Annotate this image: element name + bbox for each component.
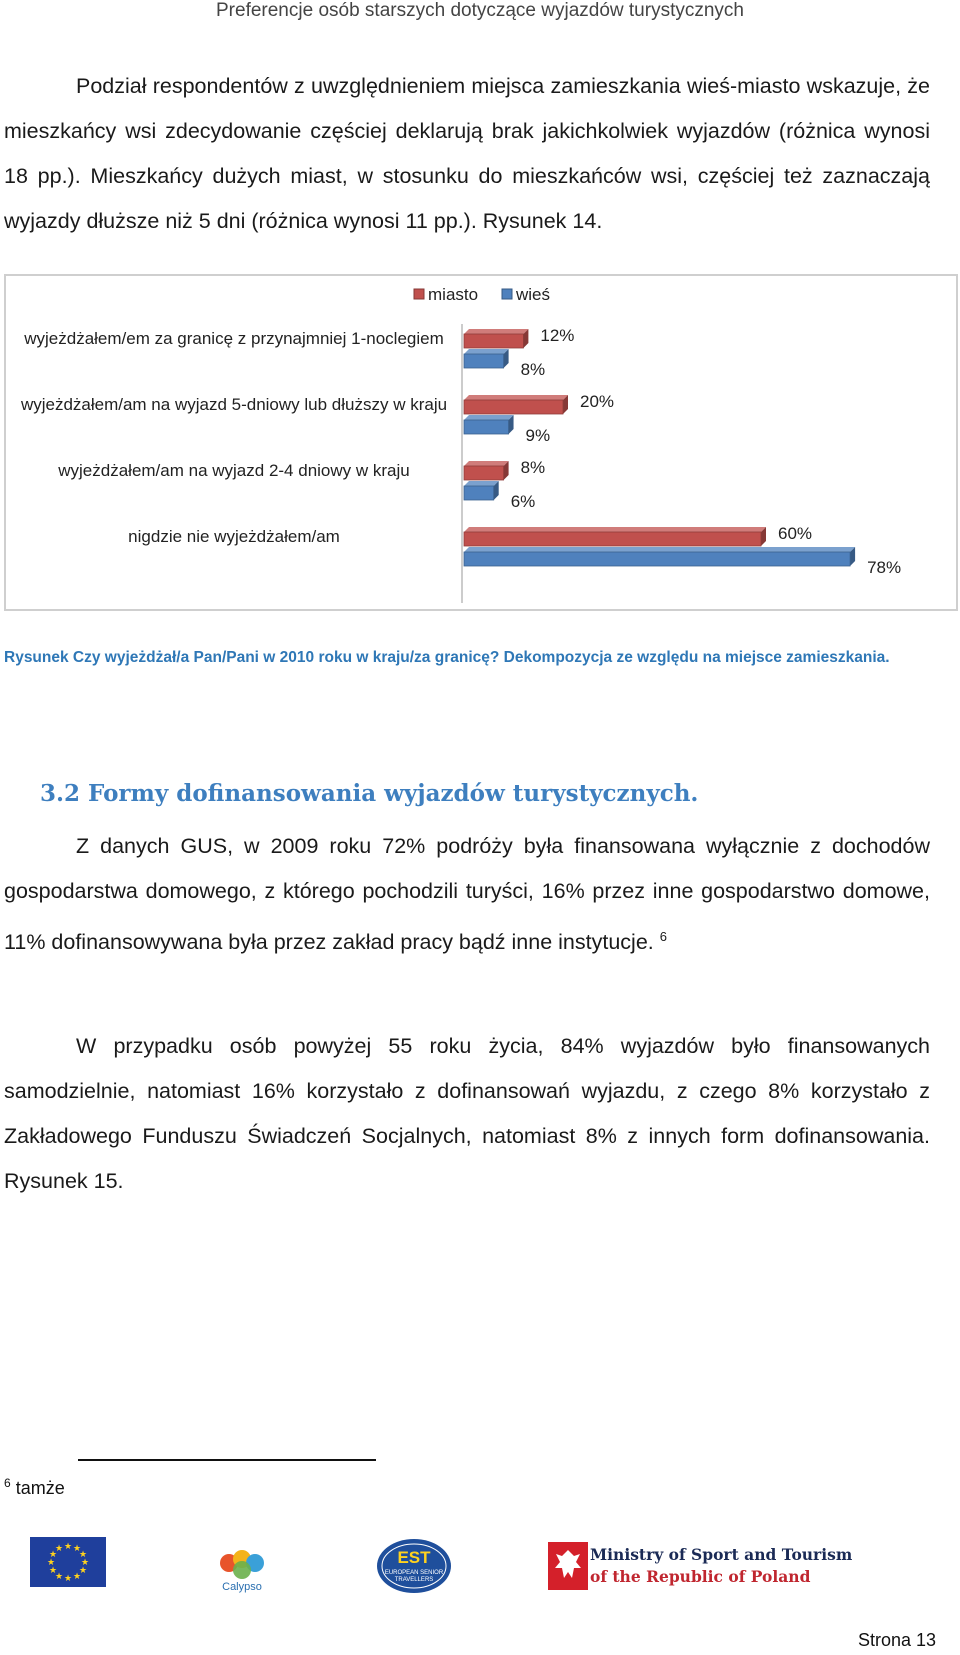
legend-label-0: miasto [428, 285, 479, 304]
bar-2-0 [464, 466, 504, 480]
bar-top-1-1 [464, 415, 514, 420]
est-logo-text: EST [397, 1548, 431, 1567]
data-label-3-0: 60% [778, 524, 813, 543]
bar-3-1 [464, 552, 850, 566]
ministry-logo [548, 1541, 853, 1591]
page-number: Strona 13 [857, 1630, 936, 1650]
bar-2-1 [464, 486, 494, 500]
svg-text:★: ★ [54, 1544, 64, 1554]
data-label-0-1: 8% [520, 360, 546, 379]
paragraph-gus [4, 824, 930, 965]
svg-text:★: ★ [78, 1550, 88, 1560]
eu-flag-icon [30, 1537, 106, 1587]
bar-0-0 [464, 334, 523, 348]
ministry-line1: Ministry of Sport and Tourism [590, 1545, 853, 1564]
data-label-2-0: 8% [520, 458, 546, 477]
svg-text:★: ★ [72, 1544, 82, 1554]
svg-text:★: ★ [54, 1572, 64, 1582]
calypso-logo [205, 1543, 279, 1599]
category-label-3: nigdzie nie wyjeżdżałem/am [128, 527, 340, 546]
footnote [4, 1476, 65, 1499]
paragraph-seniors-text: W przypadku osób powyżej 55 roku życia, 84% wyjazdów było finansowanych samodzielnie, natomiast 16% korzystało z dofinansowań wyjazdu, z czego 8% korzystało z Zakładowego Funduszu Świadczeń Socjalnych, natomiast 8% z innych form dofinansowania. Rysunek 15. [4, 1034, 930, 1193]
paragraph-intro [4, 64, 930, 244]
figure-caption: Rysunek Czy wyjeżdżał/a Pan/Pani w 2010 roku w kraju/za granicę? Dekompozycja ze względu na miejsce zamieszkania. [4, 649, 890, 666]
legend-swatch-0 [414, 289, 424, 299]
svg-text:★: ★ [48, 1550, 58, 1560]
bar-top-2-0 [464, 461, 509, 466]
bar-1-1 [464, 420, 509, 434]
ministry-line2: of the Republic of Poland [590, 1567, 811, 1586]
svg-text:★: ★ [46, 1558, 56, 1568]
svg-text:★: ★ [78, 1566, 88, 1576]
svg-text:★: ★ [72, 1572, 82, 1582]
footnote-divider [78, 1459, 376, 1461]
bar-top-0-0 [464, 329, 528, 334]
data-label-1-0: 20% [580, 392, 615, 411]
est-logo [376, 1538, 452, 1594]
paragraph-seniors [4, 1024, 930, 1204]
data-label-3-1: 78% [867, 558, 902, 577]
category-label-1: wyjeżdżałem/am na wyjazd 5-dniowy lub dłuższy w kraju [20, 395, 448, 414]
bar-top-3-1 [464, 547, 855, 552]
bar-top-0-1 [464, 349, 509, 354]
footnote-text: tamże [15, 1478, 65, 1498]
category-label-0: wyjeżdżałem/em za granicę z przynajmniej 1-noclegiem [24, 329, 444, 348]
legend-label-1: wieś [516, 285, 551, 304]
bar-top-1-0 [464, 395, 568, 400]
est-logo-subtext: EUROPEAN SENIOR TRAVELLERS [384, 1570, 444, 1583]
data-label-2-1: 6% [510, 492, 536, 511]
svg-text:★: ★ [80, 1558, 90, 1568]
bar-3-0 [464, 532, 761, 546]
footnote-reference[interactable]: 6 [659, 929, 667, 944]
bar-top-3-0 [464, 527, 766, 532]
section-title: 3.2 Formy dofinansowania wyjazdów turystycznych. [40, 780, 699, 807]
page-header-title: Preferencje osób starszych dotyczące wyjazdów turystycznych [216, 0, 744, 21]
data-label-1-1: 9% [525, 426, 551, 445]
svg-text:★: ★ [63, 1574, 73, 1584]
calypso-logo-text: Calypso [222, 1581, 262, 1593]
data-label-0-0: 12% [540, 326, 575, 345]
bar-0-1 [464, 354, 504, 368]
paragraph-intro-text: Podział respondentów z uwzględnieniem miejsca zamieszkania wieś-miasto wskazuje, że mieszkańcy wsi zdecydowanie częściej deklarują brak jakichkolwiek wyjazdów (różnica wynosi 18 pp.). Mieszkańcy dużych miast, w stosunku do mieszkańców wsi, częściej też zaznaczają wyjazdy dłuższe niż 5 dni (różnica wynosi 11 pp.). Rysunek 14. [4, 74, 930, 233]
svg-text:★: ★ [48, 1566, 58, 1576]
bar-1-0 [464, 400, 563, 414]
paragraph-gus-text: Z danych GUS, w 2009 roku 72% podróży była finansowana wyłącznie z dochodów gospodarstwa domowego, z którego pochodzili turyści, 16% przez inne gospodarstwo domowe, 11% dofinansowywana była przez zakład pracy bądź inne instytucje. [4, 834, 930, 955]
category-label-2: wyjeżdżałem/am na wyjazd 2-4 dniowy w kraju [58, 461, 410, 480]
footnote-number: 6 [4, 1476, 11, 1490]
polish-eagle-icon [548, 1542, 588, 1590]
bar-top-2-1 [464, 481, 499, 486]
svg-text:★: ★ [63, 1542, 73, 1552]
bar-chart [4, 274, 958, 611]
legend-swatch-1 [502, 289, 512, 299]
